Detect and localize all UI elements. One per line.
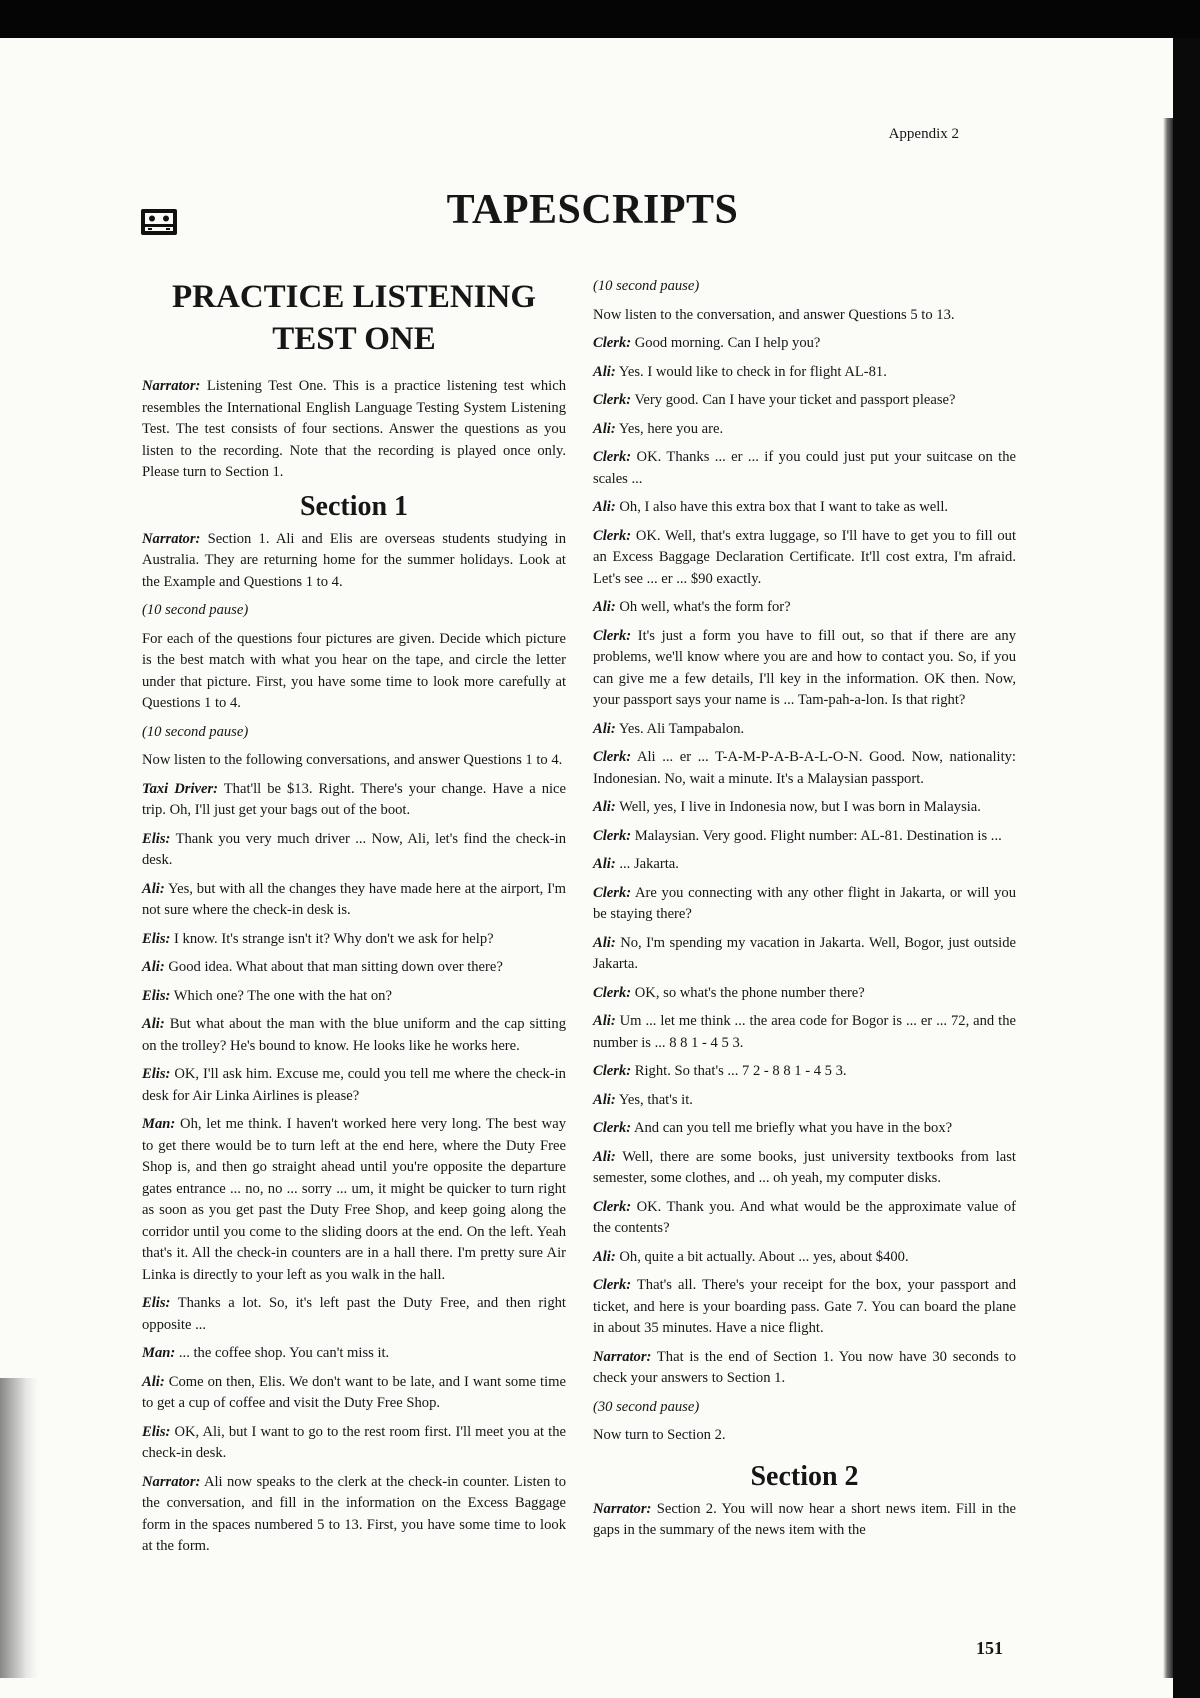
dialogue-line <box>593 597 1016 619</box>
speaker-label: Taxi Driver: <box>142 780 218 797</box>
paragraph-text: That's all. There's your receipt for the box, your passport and ticket, and here is your boarding pass. Gate 7. You can board the plane in about 35 minutes. Have a nice flight. <box>593 1277 1016 1336</box>
paragraph-text: OK. Well, that's extra luggage, so I'll have to get you to fill out an Excess Baggage Declaration Certificate. It'll cost extra, I'm afraid. Let's see ... er ... $90 exactly. <box>593 527 1016 587</box>
paragraph-text: Listening Test One. This is a practice listening test which resembles the International English Language Testing System Listening Test. The test consists of four sections. Answer the questions as you listen to the recording. Note that the recording is played once only. Please turn to Section 1. <box>142 378 567 480</box>
paragraph-text: Thanks a lot. So, it's left past the Duty Free, and then right opposite ... <box>142 1295 566 1333</box>
left-paragraphs <box>142 529 566 1558</box>
paragraph-text: Oh well, what's the form for? <box>619 599 791 615</box>
paragraph-text: ... Jakarta. <box>619 856 679 872</box>
dialogue-line <box>142 1064 566 1107</box>
speaker-label: Ali: <box>593 1091 616 1108</box>
paragraph-text: OK. Thanks ... er ... if you could just put your suitcase on the scales ... <box>593 449 1016 487</box>
dialogue-line <box>593 447 1016 490</box>
speaker-label: Clerk: <box>593 1277 632 1293</box>
speaker-label: Clerk: <box>593 984 632 1001</box>
paragraph-text: That is the end of Section 1. You now have 30 seconds to check your answers to Section 1. <box>593 1348 1016 1386</box>
paragraph-text: Very good. Can I have your ticket and passport please? <box>634 392 956 408</box>
paragraph-text: No, I'm spending my vacation in Jakarta. Well, Bogor, just outside Jakarta. <box>593 934 1016 972</box>
dialogue-line <box>593 983 1016 1005</box>
dialogue-line <box>593 626 1016 712</box>
paragraph-text: Yes. Ali Tampabalon. <box>618 720 745 737</box>
paragraph-text: Malaysian. Very good. Flight number: AL-81. Destination is ... <box>634 827 1002 844</box>
paragraph-text: And can you tell me briefly what you have in the box? <box>633 1120 953 1136</box>
paragraph-text: It's just a form you have to fill out, so that if there are any problems, we'll know where you are and how to contact you. So, if you can give me a few details, I'll key in the information. OK then. Now, your passport says your name is ... Tam-pah-a-lon. Is that right? <box>593 627 1016 708</box>
speaker-label: Elis: <box>142 930 171 947</box>
dialogue-line <box>593 419 1016 441</box>
paragraph-text: OK, I'll ask him. Excuse me, could you tell me where the check-in desk for Air Linka Airlines is please? <box>142 1066 566 1104</box>
paragraph-text: ... the coffee shop. You can't miss it. <box>178 1345 390 1361</box>
speaker-label: Clerk: <box>593 627 632 644</box>
speaker-label: Narrator: <box>142 530 201 547</box>
dialogue-line <box>593 1090 1016 1112</box>
section-2-heading: Section 2 <box>750 1460 859 1492</box>
speaker-label: Ali: <box>593 934 616 951</box>
instruction-paragraph <box>593 1425 1016 1447</box>
speaker-label: Narrator: <box>593 1500 652 1517</box>
dialogue-line <box>593 797 1016 819</box>
paragraph-text: Section 1. Ali and Elis are overseas students studying in Australia. They are returning home for the summer holidays. Look at the Example and Questions 1 to 4. <box>142 530 566 590</box>
speaker-label: Ali: <box>142 1016 165 1032</box>
dialogue-line <box>593 1061 1016 1083</box>
intro-paragraph <box>142 376 566 484</box>
dialogue-line <box>593 1197 1016 1240</box>
scan-smudge <box>0 1378 38 1678</box>
speaker-label: Clerk: <box>593 1063 632 1079</box>
right-paragraphs <box>593 276 1016 1447</box>
dialogue-line <box>593 526 1016 591</box>
dialogue-line <box>593 362 1016 384</box>
dialogue-line <box>142 1114 566 1286</box>
dialogue-line <box>142 1422 566 1465</box>
scan-right-border <box>1173 38 1200 1698</box>
dialogue-line <box>593 933 1016 976</box>
speaker-label: Ali: <box>142 959 165 975</box>
dialogue-line <box>593 854 1016 876</box>
running-header: Appendix 2 <box>888 126 959 142</box>
instruction-paragraph <box>142 750 566 772</box>
page <box>0 38 1173 1698</box>
dialogue-line <box>142 929 566 951</box>
paragraph-text: Right. So that's ... 7 2 - 8 8 1 - 4 5 3. <box>634 1063 847 1079</box>
paragraph-text: Ali now speaks to the clerk at the check-in counter. Listen to the conversation, and fill in the information on the Excess Baggage form in the spaces numbered 5 to 13. First, you have some time to look at the form. <box>142 1473 566 1554</box>
paragraph-text: Well, there are some books, just university textbooks from last semester, some clothes, and ... oh yeah, my computer disks. <box>593 1148 1016 1186</box>
binding-shadow <box>1163 118 1173 1678</box>
paragraph-text: OK, so what's the phone number there? <box>634 984 865 1001</box>
paragraph-text: Now listen to the following conversations, and answer Questions 1 to 4. <box>142 752 563 768</box>
test-title-line-1: PRACTICE LISTENING <box>172 279 536 315</box>
speaker-label: Man: <box>142 1345 176 1361</box>
test-title-line-2: TEST ONE <box>272 321 436 357</box>
speaker-label: Elis: <box>142 1066 171 1082</box>
dialogue-line <box>142 879 566 922</box>
speaker-label: Ali: <box>142 1373 165 1390</box>
paragraph-text: For each of the questions four pictures are given. Decide which picture is the best match with what you hear on the tape, and circle the letter under that picture. First, you have some time to look more carefully at Questions 1 to 4. <box>142 630 566 711</box>
paragraph-text: Are you connecting with any other flight in Jakarta, or will you be staying there? <box>593 884 1017 922</box>
dialogue-line <box>593 390 1016 412</box>
dialogue-line <box>142 1343 566 1365</box>
speaker-label: Elis: <box>142 1295 171 1311</box>
speaker-label: Ali: <box>593 856 616 872</box>
speaker-label: Man: <box>142 1116 176 1132</box>
speaker-label: Clerk: <box>593 1120 632 1136</box>
dialogue-line <box>142 1014 566 1057</box>
section-heading: Section 1 <box>299 490 409 522</box>
speaker-label: Elis: <box>142 1423 171 1440</box>
speaker-label: Ali: <box>593 363 616 380</box>
paragraph-text: OK, Ali, but I want to go to the rest room first. I'll meet you at the check-in desk. <box>142 1423 566 1461</box>
speaker-label: Ali: <box>142 880 165 897</box>
paragraph-text: Ali ... er ... T-A-M-P-A-B-A-L-O-N. Good. Now, nationality: Indonesian. No, wait a minute. It's a Malaysian passport. <box>593 749 1016 787</box>
paragraph-text: Oh, let me think. I haven't worked here very long. The best way to get there would be to turn left at the end here, where the Duty Free Shop is, and then go straight ahead until you're opposite the departure gates entrance ... no, no ... sorry ... um, it might be quicker to turn right as soon as you get past the Duty Free Shop, and keep going along the corridor until you come to the sliding doors at the end. On the left. Yeah that's it. All the check-in counters are in a hall there. I'm pretty sure Air Linka is directly to your left as you walk in the hall. <box>142 1116 566 1283</box>
dialogue-line <box>142 1372 566 1415</box>
speaker-label: Elis: <box>142 830 171 847</box>
dialogue-line <box>593 1011 1016 1054</box>
paragraph-text: Yes, that's it. <box>618 1091 693 1108</box>
test-title <box>142 276 566 360</box>
right-column <box>593 276 1016 1549</box>
paragraph-text: Yes, here you are. <box>618 420 724 437</box>
speaker-label: Clerk: <box>593 335 632 351</box>
paragraph-text: Section 2. You will now hear a short news item. Fill in the gaps in the summary of the news item with the <box>593 1500 1016 1538</box>
dialogue-line <box>593 1275 1016 1340</box>
left-column <box>142 276 566 1565</box>
paragraph-text: Good idea. What about that man sitting down over there? <box>168 959 503 975</box>
section-2-intro <box>593 1499 1016 1542</box>
speaker-label: Ali: <box>593 1248 616 1265</box>
speaker-label: Clerk: <box>593 449 632 465</box>
paragraph-text: Now listen to the conversation, and answer Questions 5 to 13. <box>593 306 955 323</box>
pause-note: (10 second pause) <box>593 278 700 294</box>
speaker-label: Clerk: <box>593 827 632 844</box>
dialogue-line <box>142 529 566 594</box>
paragraph-text: I know. It's strange isn't it? Why don't we ask for help? <box>174 930 494 947</box>
paragraph-text: Well, yes, I live in Indonesia now, but I was born in Malaysia. <box>619 799 981 815</box>
speaker-label: Ali: <box>593 499 616 515</box>
speaker-label: Ali: <box>593 1148 616 1165</box>
dialogue-line <box>593 1347 1016 1390</box>
paragraph-text: Come on then, Elis. We don't want to be late, and I want some time to get a cup of coffee and visit the Duty Free Shop. <box>142 1373 566 1411</box>
dialogue-line <box>142 957 566 979</box>
paragraph-text: Yes, but with all the changes they have made here at the airport, I'm not sure where the check-in desk is. <box>142 880 567 918</box>
speaker-label: Narrator: <box>142 1473 201 1490</box>
speaker-label: Clerk: <box>593 527 632 544</box>
dialogue-line <box>142 986 566 1008</box>
paragraph-text: Good morning. Can I help you? <box>634 335 821 351</box>
dialogue-line <box>593 1118 1016 1140</box>
dialogue-line <box>593 1147 1016 1190</box>
paragraph-text: Yes. I would like to check in for flight AL-81. <box>618 363 887 380</box>
cassette-tape-icon <box>140 208 178 236</box>
paragraph-text: Oh, I also have this extra box that I want to take as well. <box>619 499 949 515</box>
speaker-label: Clerk: <box>593 392 632 408</box>
paragraph-text: But what about the man with the blue uniform and the cap sitting on the trolley? He's bound to know. He looks like he works here. <box>142 1016 566 1054</box>
dialogue-line <box>142 779 566 822</box>
paragraph-text: Um ... let me think ... the area code for Bogor is ... er ... 72, and the number is ... 8 8 1 - 4 5 3. <box>593 1013 1016 1051</box>
dialogue-line <box>593 1247 1016 1269</box>
dialogue-line <box>593 826 1016 848</box>
speaker-label: Narrator: <box>142 378 201 394</box>
speaker-label: Ali: <box>593 1013 616 1029</box>
speaker-label: Ali: <box>593 420 616 437</box>
speaker-label: Clerk: <box>593 1198 632 1215</box>
dialogue-line <box>142 829 566 872</box>
dialogue-line <box>593 883 1016 926</box>
instruction-paragraph <box>593 305 1016 327</box>
speaker-label: Elis: <box>142 987 171 1004</box>
page-title: TAPESCRIPTS <box>446 187 739 233</box>
dialogue-line <box>593 747 1016 790</box>
dialogue-line <box>142 1472 566 1558</box>
instruction-paragraph <box>142 629 566 715</box>
speaker-label: Clerk: <box>593 884 632 901</box>
dialogue-line <box>142 1293 566 1336</box>
pause-note: (30 second pause) <box>593 1398 700 1415</box>
dialogue-line <box>593 333 1016 355</box>
paragraph-text: Thank you very much driver ... Now, Ali, let's find the check-in desk. <box>142 830 566 868</box>
speaker-label: Clerk: <box>593 749 632 765</box>
pause-note: (10 second pause) <box>142 723 249 740</box>
paragraph-text: That'll be $13. Right. There's your change. Have a nice trip. Oh, I'll just get your bags out of the boot. <box>142 780 567 818</box>
speaker-label: Narrator: <box>593 1348 652 1365</box>
pause-note: (10 second pause) <box>142 602 249 618</box>
paragraph-text: Oh, quite a bit actually. About ... yes, about $400. <box>619 1248 909 1265</box>
speaker-label: Ali: <box>593 799 616 815</box>
speaker-label: Ali: <box>593 599 616 615</box>
paragraph-text: Now turn to Section 2. <box>593 1427 726 1443</box>
dialogue-line <box>593 497 1016 519</box>
dialogue-line <box>593 719 1016 741</box>
scan-top-border <box>0 0 1200 38</box>
page-number: 151 <box>976 1638 1003 1658</box>
paragraph-text: OK. Thank you. And what would be the approximate value of the contents? <box>593 1198 1016 1236</box>
paragraph-text: Which one? The one with the hat on? <box>173 987 392 1004</box>
speaker-label: Ali: <box>593 720 616 737</box>
